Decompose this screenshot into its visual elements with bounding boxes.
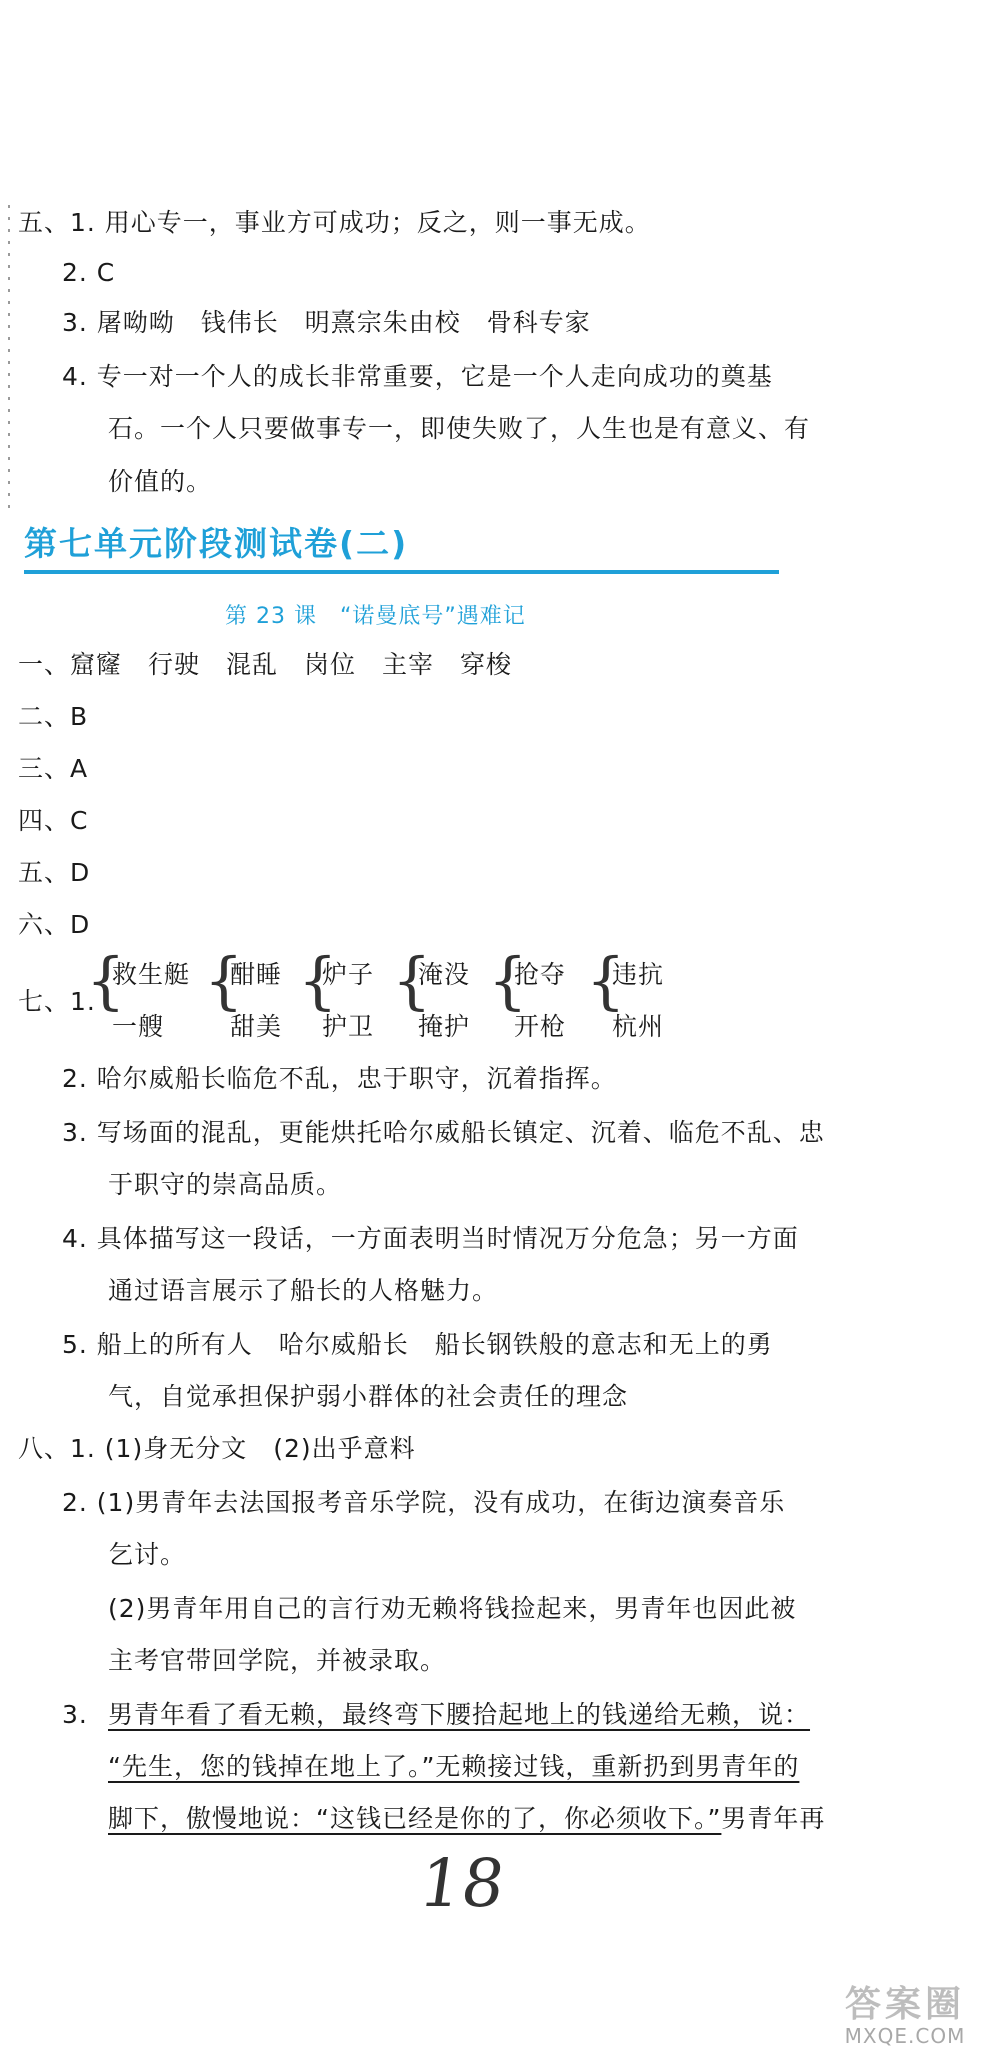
answer-2: 二、B <box>18 702 89 731</box>
q5-4-line1: 4. 专一对一个人的成长非常重要，它是一个人走向成功的奠基 <box>62 362 773 391</box>
q8-3-number: 3. <box>62 1700 88 1729</box>
watermark-logo: 答案圈 <box>844 1984 965 2025</box>
q5-4-line2: 石。一个人只要做事专一，即使失败了，人生也是有意义、有 <box>108 414 811 443</box>
pair-5-top: 抢夺 <box>514 960 567 989</box>
q8-3-line3-underlined: 脚下，傲慢地说：“这钱已经是你的了，你必须收下。” <box>108 1804 722 1833</box>
q7-2: 2. 哈尔威船长临危不乱，忠于职守，沉着指挥。 <box>62 1064 617 1093</box>
page-number: 18 <box>414 1845 510 1922</box>
q5-1: 五、1. 用心专一，事业方可成功；反之，则一事无成。 <box>18 208 651 237</box>
answer-5: 五、D <box>18 858 91 887</box>
section-title: 第七单元阶段测试卷(二) <box>24 524 409 563</box>
q5-3: 3. 屠呦呦 钱伟长 明熹宗朱由校 骨科专家 <box>62 308 591 337</box>
brace-3: { <box>298 944 338 1017</box>
brace-1: { <box>86 944 126 1017</box>
q8-3-line3 <box>108 1802 825 1836</box>
pair-5-bottom: 开枪 <box>514 1012 567 1041</box>
q5-4-line3: 价值的。 <box>108 467 213 496</box>
pair-1-top: 救生艇 <box>112 960 191 989</box>
q8-2-line2: 乞讨。 <box>108 1540 187 1569</box>
q7-5-line2: 气，自觉承担保护弱小群体的社会责任的理念 <box>108 1382 629 1411</box>
pair-6-top: 违抗 <box>612 960 665 989</box>
q8-1: 八、1. (1)身无分文 (2)出乎意料 <box>18 1434 416 1463</box>
watermark-url: MXQE.COM <box>844 2024 966 2048</box>
q8-3-line3-tail: 男青年再 <box>721 1804 826 1833</box>
pair-6-bottom: 杭州 <box>612 1012 665 1041</box>
brace-6: { <box>586 944 626 1017</box>
q7-5-line1: 5. 船上的所有人 哈尔威船长 船长钢铁般的意志和无上的勇 <box>62 1330 773 1359</box>
q8-3-line1: 男青年看了看无赖，最终弯下腰拾起地上的钱递给无赖，说： <box>108 1700 811 1729</box>
answer-3: 三、A <box>18 754 89 783</box>
brace-4: { <box>392 944 432 1017</box>
q8-2-line4: 主考官带回学院，并被录取。 <box>108 1646 447 1675</box>
q8-2-line1: 2. (1)男青年去法国报考音乐学院，没有成功，在街边演奏音乐 <box>62 1488 786 1517</box>
lesson-title: 第 23 课 “诺曼底号”遇难记 <box>225 604 526 629</box>
answer-1: 一、窟窿 行驶 混乱 岗位 主宰 穿梭 <box>18 650 513 679</box>
q5-2: 2. C <box>62 258 116 287</box>
q7-4-line2: 通过语言展示了船长的人格魅力。 <box>108 1276 499 1305</box>
pair-2-top: 酣睡 <box>230 960 283 989</box>
answer-6: 六、D <box>18 910 91 939</box>
answer-4: 四、C <box>18 806 89 835</box>
pair-4-bottom: 掩护 <box>418 1012 471 1041</box>
q8-2-line3: (2)男青年用自己的言行劝无赖将钱捡起来，男青年也因此被 <box>108 1594 797 1623</box>
q8-3-line2: “先生，您的钱掉在地上了。”无赖接过钱，重新扔到男青年的 <box>108 1752 800 1781</box>
pair-4-top: 淹没 <box>418 960 471 989</box>
section-divider <box>24 570 779 574</box>
watermark <box>820 1985 990 2047</box>
q7-3-line1: 3. 写场面的混乱，更能烘托哈尔威船长镇定、沉着、临危不乱、忠 <box>62 1118 825 1147</box>
pair-3-top: 炉子 <box>322 960 375 989</box>
pair-2-bottom: 甜美 <box>230 1012 283 1041</box>
brace-2: { <box>204 944 244 1017</box>
q7-prefix: 七、1. <box>18 987 96 1016</box>
q7-4-line1: 4. 具体描写这一段话，一方面表明当时情况万分危急；另一方面 <box>62 1224 799 1253</box>
left-margin-dots <box>8 205 10 515</box>
pair-1-bottom: 一艘 <box>112 1012 165 1041</box>
brace-5: { <box>488 944 528 1017</box>
q7-3-line2: 于职守的崇高品质。 <box>108 1170 343 1199</box>
pair-3-bottom: 护卫 <box>322 1012 375 1041</box>
